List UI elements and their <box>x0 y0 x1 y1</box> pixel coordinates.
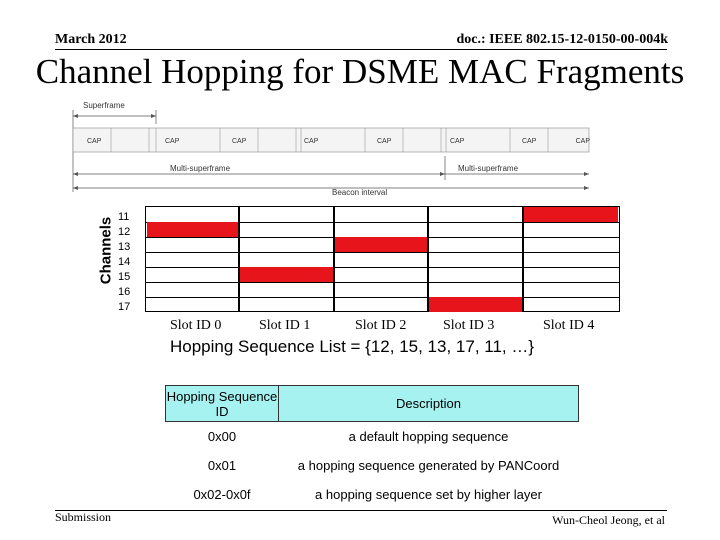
hopping-sequence-list: Hopping Sequence List = {12, 15, 13, 17, 11, …} <box>170 337 535 356</box>
table-header-id: Hopping Sequence ID <box>166 386 279 422</box>
hopping-sequence-table <box>165 385 579 509</box>
cap-label-6: CAP <box>450 138 465 145</box>
channel-numbers <box>118 210 142 315</box>
beacon-interval-label: Beacon interval <box>332 188 388 197</box>
footer-author: Wun-Cheol Jeong, et al <box>552 513 665 527</box>
channel-slot-grid <box>145 206 620 312</box>
slot-id-3-label: Slot ID 3 <box>443 318 495 333</box>
slide-title: Channel Hopping for DSME MAC Fragments <box>35 52 685 91</box>
cap-label-2: CAP <box>165 138 180 145</box>
slot-id-2-label: Slot ID 2 <box>355 318 407 333</box>
superframe-timing-diagram <box>70 98 590 198</box>
table-row <box>166 422 579 451</box>
cap-label-4: CAP <box>304 138 319 145</box>
multi-superframe-label-1: Multi-superframe <box>170 164 231 173</box>
row-description: a default hopping sequence <box>348 428 509 444</box>
header-doc-id: doc.: IEEE 802.15-12-0150-00-004k <box>456 32 668 47</box>
occupied-slot-cell <box>335 237 427 252</box>
cap-label-1: CAP <box>87 138 102 145</box>
channel-14: 14 <box>118 256 131 268</box>
channels-axis-label: Channels <box>97 216 115 284</box>
channel-divider <box>146 252 619 253</box>
channel-11: 11 <box>118 211 130 223</box>
header-date: March 2012 <box>55 32 127 47</box>
row-id: 0x02-0x0f <box>193 486 251 502</box>
channel-13: 13 <box>118 241 131 253</box>
row-description: a hopping sequence set by higher layer <box>315 486 542 502</box>
row-id: 0x00 <box>207 428 237 444</box>
occupied-slot-cell <box>147 222 238 237</box>
slot-id-1-label: Slot ID 1 <box>259 318 311 333</box>
multi-superframe-label-2: Multi-superframe <box>458 164 519 173</box>
channel-divider <box>146 297 619 298</box>
occupied-slot-cell <box>429 297 522 312</box>
channel-12: 12 <box>118 226 131 238</box>
superframe-label: Superframe <box>83 101 125 110</box>
cap-label-5: CAP <box>377 138 392 145</box>
channel-divider <box>146 282 619 283</box>
table-row <box>166 480 579 509</box>
row-id: 0x01 <box>207 457 237 473</box>
channel-divider <box>146 267 619 268</box>
footer-rule <box>55 510 667 511</box>
cap-label-7: CAP <box>522 138 537 145</box>
row-description: a hopping sequence generated by PANCoord <box>297 457 560 473</box>
footer-submission: Submission <box>55 510 112 524</box>
channel-16: 16 <box>118 286 131 298</box>
channel-17: 17 <box>118 301 131 313</box>
occupied-slot-cell <box>524 207 618 222</box>
table-row <box>166 451 579 480</box>
cap-label-8: CAP <box>575 138 590 145</box>
slot-id-0-label: Slot ID 0 <box>170 318 222 333</box>
cap-label-3: CAP <box>232 138 247 145</box>
occupied-slot-cell <box>240 267 333 282</box>
table-header-description: Description <box>279 386 579 422</box>
header-rule <box>55 49 667 50</box>
slot-id-4-label: Slot ID 4 <box>543 318 595 333</box>
channel-15: 15 <box>118 271 131 283</box>
